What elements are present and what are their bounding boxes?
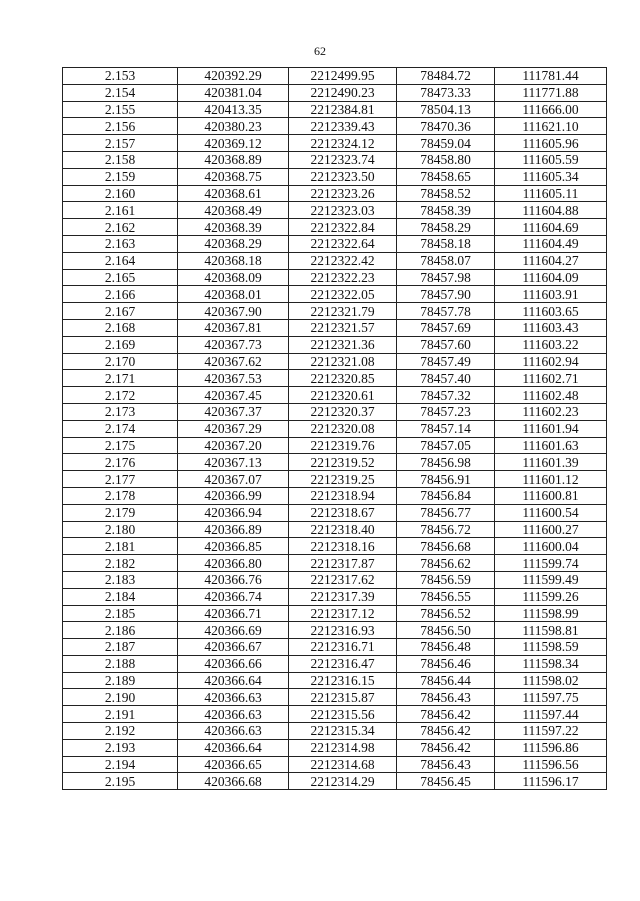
x2-coordinate-cell: 78473.33 [397, 84, 495, 101]
x-coordinate-cell: 420367.73 [178, 336, 289, 353]
y-coordinate-cell: 2212314.68 [289, 756, 397, 773]
point-id-cell: 2.187 [63, 639, 178, 656]
table-row [63, 202, 607, 219]
y-coordinate-cell: 2212322.23 [289, 269, 397, 286]
y2-coordinate-cell: 111603.91 [495, 286, 607, 303]
x-coordinate-cell: 420367.62 [178, 353, 289, 370]
x-coordinate-cell: 420366.94 [178, 504, 289, 521]
point-id-cell: 2.179 [63, 504, 178, 521]
point-id-cell: 2.160 [63, 185, 178, 202]
table-row [63, 689, 607, 706]
y-coordinate-cell: 2212320.08 [289, 420, 397, 437]
x-coordinate-cell: 420366.99 [178, 487, 289, 504]
x2-coordinate-cell: 78456.44 [397, 672, 495, 689]
y2-coordinate-cell: 111603.22 [495, 336, 607, 353]
table-row [63, 118, 607, 135]
point-id-cell: 2.177 [63, 471, 178, 488]
x2-coordinate-cell: 78456.55 [397, 588, 495, 605]
x-coordinate-cell: 420367.45 [178, 387, 289, 404]
x-coordinate-cell: 420367.20 [178, 437, 289, 454]
y-coordinate-cell: 2212321.79 [289, 303, 397, 320]
y2-coordinate-cell: 111596.17 [495, 773, 607, 790]
x-coordinate-cell: 420366.71 [178, 605, 289, 622]
table-row [63, 269, 607, 286]
y2-coordinate-cell: 111601.63 [495, 437, 607, 454]
x-coordinate-cell: 420369.12 [178, 135, 289, 152]
point-id-cell: 2.172 [63, 387, 178, 404]
x2-coordinate-cell: 78457.90 [397, 286, 495, 303]
point-id-cell: 2.165 [63, 269, 178, 286]
y-coordinate-cell: 2212323.74 [289, 151, 397, 168]
x2-coordinate-cell: 78457.49 [397, 353, 495, 370]
x-coordinate-cell: 420366.74 [178, 588, 289, 605]
table-row [63, 588, 607, 605]
y2-coordinate-cell: 111603.65 [495, 303, 607, 320]
x2-coordinate-cell: 78504.13 [397, 101, 495, 118]
point-id-cell: 2.164 [63, 252, 178, 269]
x2-coordinate-cell: 78458.80 [397, 151, 495, 168]
y-coordinate-cell: 2212314.29 [289, 773, 397, 790]
table-row [63, 135, 607, 152]
table-row [63, 538, 607, 555]
y-coordinate-cell: 2212314.98 [289, 739, 397, 756]
x-coordinate-cell: 420380.23 [178, 118, 289, 135]
x-coordinate-cell: 420367.90 [178, 303, 289, 320]
x2-coordinate-cell: 78456.84 [397, 487, 495, 504]
y-coordinate-cell: 2212316.47 [289, 655, 397, 672]
point-id-cell: 2.173 [63, 403, 178, 420]
table-row [63, 185, 607, 202]
table-row [63, 336, 607, 353]
y2-coordinate-cell: 111605.96 [495, 135, 607, 152]
y2-coordinate-cell: 111596.56 [495, 756, 607, 773]
x-coordinate-cell: 420366.89 [178, 521, 289, 538]
y-coordinate-cell: 2212320.85 [289, 370, 397, 387]
y-coordinate-cell: 2212315.87 [289, 689, 397, 706]
table-row [63, 521, 607, 538]
point-id-cell: 2.180 [63, 521, 178, 538]
table-row [63, 151, 607, 168]
point-id-cell: 2.155 [63, 101, 178, 118]
y2-coordinate-cell: 111605.59 [495, 151, 607, 168]
y2-coordinate-cell: 111599.49 [495, 571, 607, 588]
y-coordinate-cell: 2212319.25 [289, 471, 397, 488]
x-coordinate-cell: 420366.80 [178, 555, 289, 572]
x2-coordinate-cell: 78457.23 [397, 403, 495, 420]
y-coordinate-cell: 2212322.84 [289, 219, 397, 236]
y-coordinate-cell: 2212318.67 [289, 504, 397, 521]
x-coordinate-cell: 420368.29 [178, 235, 289, 252]
table-row [63, 235, 607, 252]
x2-coordinate-cell: 78456.62 [397, 555, 495, 572]
table-row [63, 773, 607, 790]
x2-coordinate-cell: 78484.72 [397, 68, 495, 85]
x-coordinate-cell: 420366.76 [178, 571, 289, 588]
y2-coordinate-cell: 111600.54 [495, 504, 607, 521]
y2-coordinate-cell: 111604.09 [495, 269, 607, 286]
x2-coordinate-cell: 78457.98 [397, 269, 495, 286]
y2-coordinate-cell: 111602.48 [495, 387, 607, 404]
table-row [63, 353, 607, 370]
coordinate-table [62, 67, 607, 790]
x2-coordinate-cell: 78457.78 [397, 303, 495, 320]
point-id-cell: 2.193 [63, 739, 178, 756]
table-row [63, 68, 607, 85]
x-coordinate-cell: 420366.63 [178, 723, 289, 740]
x2-coordinate-cell: 78457.69 [397, 319, 495, 336]
point-id-cell: 2.162 [63, 219, 178, 236]
table-row [63, 571, 607, 588]
y-coordinate-cell: 2212316.71 [289, 639, 397, 656]
x-coordinate-cell: 420366.64 [178, 672, 289, 689]
table-row [63, 252, 607, 269]
y-coordinate-cell: 2212319.76 [289, 437, 397, 454]
point-id-cell: 2.153 [63, 68, 178, 85]
table-row [63, 454, 607, 471]
y2-coordinate-cell: 111598.81 [495, 622, 607, 639]
table-row [63, 756, 607, 773]
y2-coordinate-cell: 111604.69 [495, 219, 607, 236]
x2-coordinate-cell: 78456.50 [397, 622, 495, 639]
x2-coordinate-cell: 78456.52 [397, 605, 495, 622]
x2-coordinate-cell: 78456.77 [397, 504, 495, 521]
y2-coordinate-cell: 111600.81 [495, 487, 607, 504]
y2-coordinate-cell: 111597.75 [495, 689, 607, 706]
point-id-cell: 2.188 [63, 655, 178, 672]
table-row [63, 219, 607, 236]
x2-coordinate-cell: 78456.42 [397, 706, 495, 723]
x2-coordinate-cell: 78459.04 [397, 135, 495, 152]
table-row [63, 655, 607, 672]
y2-coordinate-cell: 111605.11 [495, 185, 607, 202]
y-coordinate-cell: 2212318.94 [289, 487, 397, 504]
point-id-cell: 2.167 [63, 303, 178, 320]
table-row [63, 504, 607, 521]
y-coordinate-cell: 2212317.62 [289, 571, 397, 588]
point-id-cell: 2.169 [63, 336, 178, 353]
x2-coordinate-cell: 78456.98 [397, 454, 495, 471]
y2-coordinate-cell: 111598.59 [495, 639, 607, 656]
y2-coordinate-cell: 111604.88 [495, 202, 607, 219]
x2-coordinate-cell: 78458.65 [397, 168, 495, 185]
y2-coordinate-cell: 111601.94 [495, 420, 607, 437]
x-coordinate-cell: 420368.75 [178, 168, 289, 185]
table-row [63, 487, 607, 504]
x-coordinate-cell: 420366.85 [178, 538, 289, 555]
table-row [63, 471, 607, 488]
x-coordinate-cell: 420368.01 [178, 286, 289, 303]
point-id-cell: 2.194 [63, 756, 178, 773]
y2-coordinate-cell: 111601.12 [495, 471, 607, 488]
point-id-cell: 2.159 [63, 168, 178, 185]
y2-coordinate-cell: 111600.27 [495, 521, 607, 538]
y2-coordinate-cell: 111601.39 [495, 454, 607, 471]
y2-coordinate-cell: 111602.23 [495, 403, 607, 420]
y-coordinate-cell: 2212499.95 [289, 68, 397, 85]
table-row [63, 286, 607, 303]
table-row [63, 639, 607, 656]
point-id-cell: 2.157 [63, 135, 178, 152]
y-coordinate-cell: 2212321.36 [289, 336, 397, 353]
y2-coordinate-cell: 111604.49 [495, 235, 607, 252]
table-row [63, 437, 607, 454]
y-coordinate-cell: 2212318.40 [289, 521, 397, 538]
y-coordinate-cell: 2212323.50 [289, 168, 397, 185]
x2-coordinate-cell: 78457.40 [397, 370, 495, 387]
page-number: 62 [314, 44, 326, 58]
y2-coordinate-cell: 111599.74 [495, 555, 607, 572]
table-row [63, 723, 607, 740]
y2-coordinate-cell: 111621.10 [495, 118, 607, 135]
x-coordinate-cell: 420368.09 [178, 269, 289, 286]
point-id-cell: 2.190 [63, 689, 178, 706]
coordinate-table-body [63, 68, 607, 790]
x-coordinate-cell: 420366.68 [178, 773, 289, 790]
y-coordinate-cell: 2212320.37 [289, 403, 397, 420]
point-id-cell: 2.174 [63, 420, 178, 437]
x-coordinate-cell: 420366.63 [178, 706, 289, 723]
y2-coordinate-cell: 111598.02 [495, 672, 607, 689]
y-coordinate-cell: 2212315.56 [289, 706, 397, 723]
y-coordinate-cell: 2212323.03 [289, 202, 397, 219]
x2-coordinate-cell: 78456.45 [397, 773, 495, 790]
y2-coordinate-cell: 111605.34 [495, 168, 607, 185]
table-row [63, 303, 607, 320]
point-id-cell: 2.171 [63, 370, 178, 387]
x2-coordinate-cell: 78456.43 [397, 689, 495, 706]
y-coordinate-cell: 2212317.12 [289, 605, 397, 622]
y-coordinate-cell: 2212322.64 [289, 235, 397, 252]
point-id-cell: 2.178 [63, 487, 178, 504]
y2-coordinate-cell: 111781.44 [495, 68, 607, 85]
point-id-cell: 2.163 [63, 235, 178, 252]
point-id-cell: 2.181 [63, 538, 178, 555]
y-coordinate-cell: 2212315.34 [289, 723, 397, 740]
point-id-cell: 2.154 [63, 84, 178, 101]
point-id-cell: 2.158 [63, 151, 178, 168]
table-row [63, 555, 607, 572]
y2-coordinate-cell: 111602.71 [495, 370, 607, 387]
x-coordinate-cell: 420368.89 [178, 151, 289, 168]
table-row [63, 101, 607, 118]
x2-coordinate-cell: 78458.29 [397, 219, 495, 236]
y2-coordinate-cell: 111600.04 [495, 538, 607, 555]
y-coordinate-cell: 2212339.43 [289, 118, 397, 135]
point-id-cell: 2.186 [63, 622, 178, 639]
y-coordinate-cell: 2212318.16 [289, 538, 397, 555]
x2-coordinate-cell: 78458.39 [397, 202, 495, 219]
y2-coordinate-cell: 111598.34 [495, 655, 607, 672]
y-coordinate-cell: 2212321.08 [289, 353, 397, 370]
x-coordinate-cell: 420366.63 [178, 689, 289, 706]
point-id-cell: 2.189 [63, 672, 178, 689]
y2-coordinate-cell: 111602.94 [495, 353, 607, 370]
table-row [63, 387, 607, 404]
y2-coordinate-cell: 111666.00 [495, 101, 607, 118]
table-row [63, 168, 607, 185]
point-id-cell: 2.184 [63, 588, 178, 605]
x-coordinate-cell: 420366.67 [178, 639, 289, 656]
x-coordinate-cell: 420366.66 [178, 655, 289, 672]
point-id-cell: 2.166 [63, 286, 178, 303]
x2-coordinate-cell: 78456.68 [397, 538, 495, 555]
x-coordinate-cell: 420367.07 [178, 471, 289, 488]
y-coordinate-cell: 2212490.23 [289, 84, 397, 101]
table-row [63, 370, 607, 387]
y-coordinate-cell: 2212320.61 [289, 387, 397, 404]
x2-coordinate-cell: 78456.42 [397, 723, 495, 740]
table-row [63, 672, 607, 689]
x-coordinate-cell: 420368.49 [178, 202, 289, 219]
x2-coordinate-cell: 78457.60 [397, 336, 495, 353]
y-coordinate-cell: 2212319.52 [289, 454, 397, 471]
x-coordinate-cell: 420381.04 [178, 84, 289, 101]
x2-coordinate-cell: 78458.52 [397, 185, 495, 202]
x-coordinate-cell: 420366.69 [178, 622, 289, 639]
x2-coordinate-cell: 78456.59 [397, 571, 495, 588]
x2-coordinate-cell: 78458.18 [397, 235, 495, 252]
x2-coordinate-cell: 78457.14 [397, 420, 495, 437]
y-coordinate-cell: 2212384.81 [289, 101, 397, 118]
x2-coordinate-cell: 78458.07 [397, 252, 495, 269]
y2-coordinate-cell: 111596.86 [495, 739, 607, 756]
x-coordinate-cell: 420366.64 [178, 739, 289, 756]
x-coordinate-cell: 420367.29 [178, 420, 289, 437]
x2-coordinate-cell: 78456.91 [397, 471, 495, 488]
x-coordinate-cell: 420366.65 [178, 756, 289, 773]
x-coordinate-cell: 420367.81 [178, 319, 289, 336]
x-coordinate-cell: 420413.35 [178, 101, 289, 118]
point-id-cell: 2.182 [63, 555, 178, 572]
y2-coordinate-cell: 111597.44 [495, 706, 607, 723]
y-coordinate-cell: 2212317.39 [289, 588, 397, 605]
point-id-cell: 2.192 [63, 723, 178, 740]
x-coordinate-cell: 420367.53 [178, 370, 289, 387]
point-id-cell: 2.191 [63, 706, 178, 723]
y-coordinate-cell: 2212321.57 [289, 319, 397, 336]
point-id-cell: 2.185 [63, 605, 178, 622]
x-coordinate-cell: 420368.18 [178, 252, 289, 269]
table-row [63, 706, 607, 723]
y2-coordinate-cell: 111604.27 [495, 252, 607, 269]
y2-coordinate-cell: 111771.88 [495, 84, 607, 101]
table-row [63, 739, 607, 756]
x2-coordinate-cell: 78456.48 [397, 639, 495, 656]
x-coordinate-cell: 420392.29 [178, 68, 289, 85]
point-id-cell: 2.195 [63, 773, 178, 790]
y-coordinate-cell: 2212317.87 [289, 555, 397, 572]
table-row [63, 420, 607, 437]
point-id-cell: 2.176 [63, 454, 178, 471]
y-coordinate-cell: 2212324.12 [289, 135, 397, 152]
y-coordinate-cell: 2212323.26 [289, 185, 397, 202]
table-row [63, 605, 607, 622]
point-id-cell: 2.175 [63, 437, 178, 454]
y-coordinate-cell: 2212322.42 [289, 252, 397, 269]
x-coordinate-cell: 420367.37 [178, 403, 289, 420]
point-id-cell: 2.170 [63, 353, 178, 370]
point-id-cell: 2.168 [63, 319, 178, 336]
y-coordinate-cell: 2212322.05 [289, 286, 397, 303]
y2-coordinate-cell: 111599.26 [495, 588, 607, 605]
y-coordinate-cell: 2212316.93 [289, 622, 397, 639]
x-coordinate-cell: 420368.61 [178, 185, 289, 202]
x2-coordinate-cell: 78456.42 [397, 739, 495, 756]
x2-coordinate-cell: 78456.46 [397, 655, 495, 672]
table-row [63, 84, 607, 101]
y-coordinate-cell: 2212316.15 [289, 672, 397, 689]
table-row [63, 622, 607, 639]
point-id-cell: 2.156 [63, 118, 178, 135]
y2-coordinate-cell: 111597.22 [495, 723, 607, 740]
point-id-cell: 2.183 [63, 571, 178, 588]
point-id-cell: 2.161 [63, 202, 178, 219]
x2-coordinate-cell: 78456.43 [397, 756, 495, 773]
y2-coordinate-cell: 111598.99 [495, 605, 607, 622]
x2-coordinate-cell: 78470.36 [397, 118, 495, 135]
table-row [63, 403, 607, 420]
x2-coordinate-cell: 78457.05 [397, 437, 495, 454]
x-coordinate-cell: 420367.13 [178, 454, 289, 471]
table-row [63, 319, 607, 336]
x-coordinate-cell: 420368.39 [178, 219, 289, 236]
y2-coordinate-cell: 111603.43 [495, 319, 607, 336]
x2-coordinate-cell: 78456.72 [397, 521, 495, 538]
x2-coordinate-cell: 78457.32 [397, 387, 495, 404]
